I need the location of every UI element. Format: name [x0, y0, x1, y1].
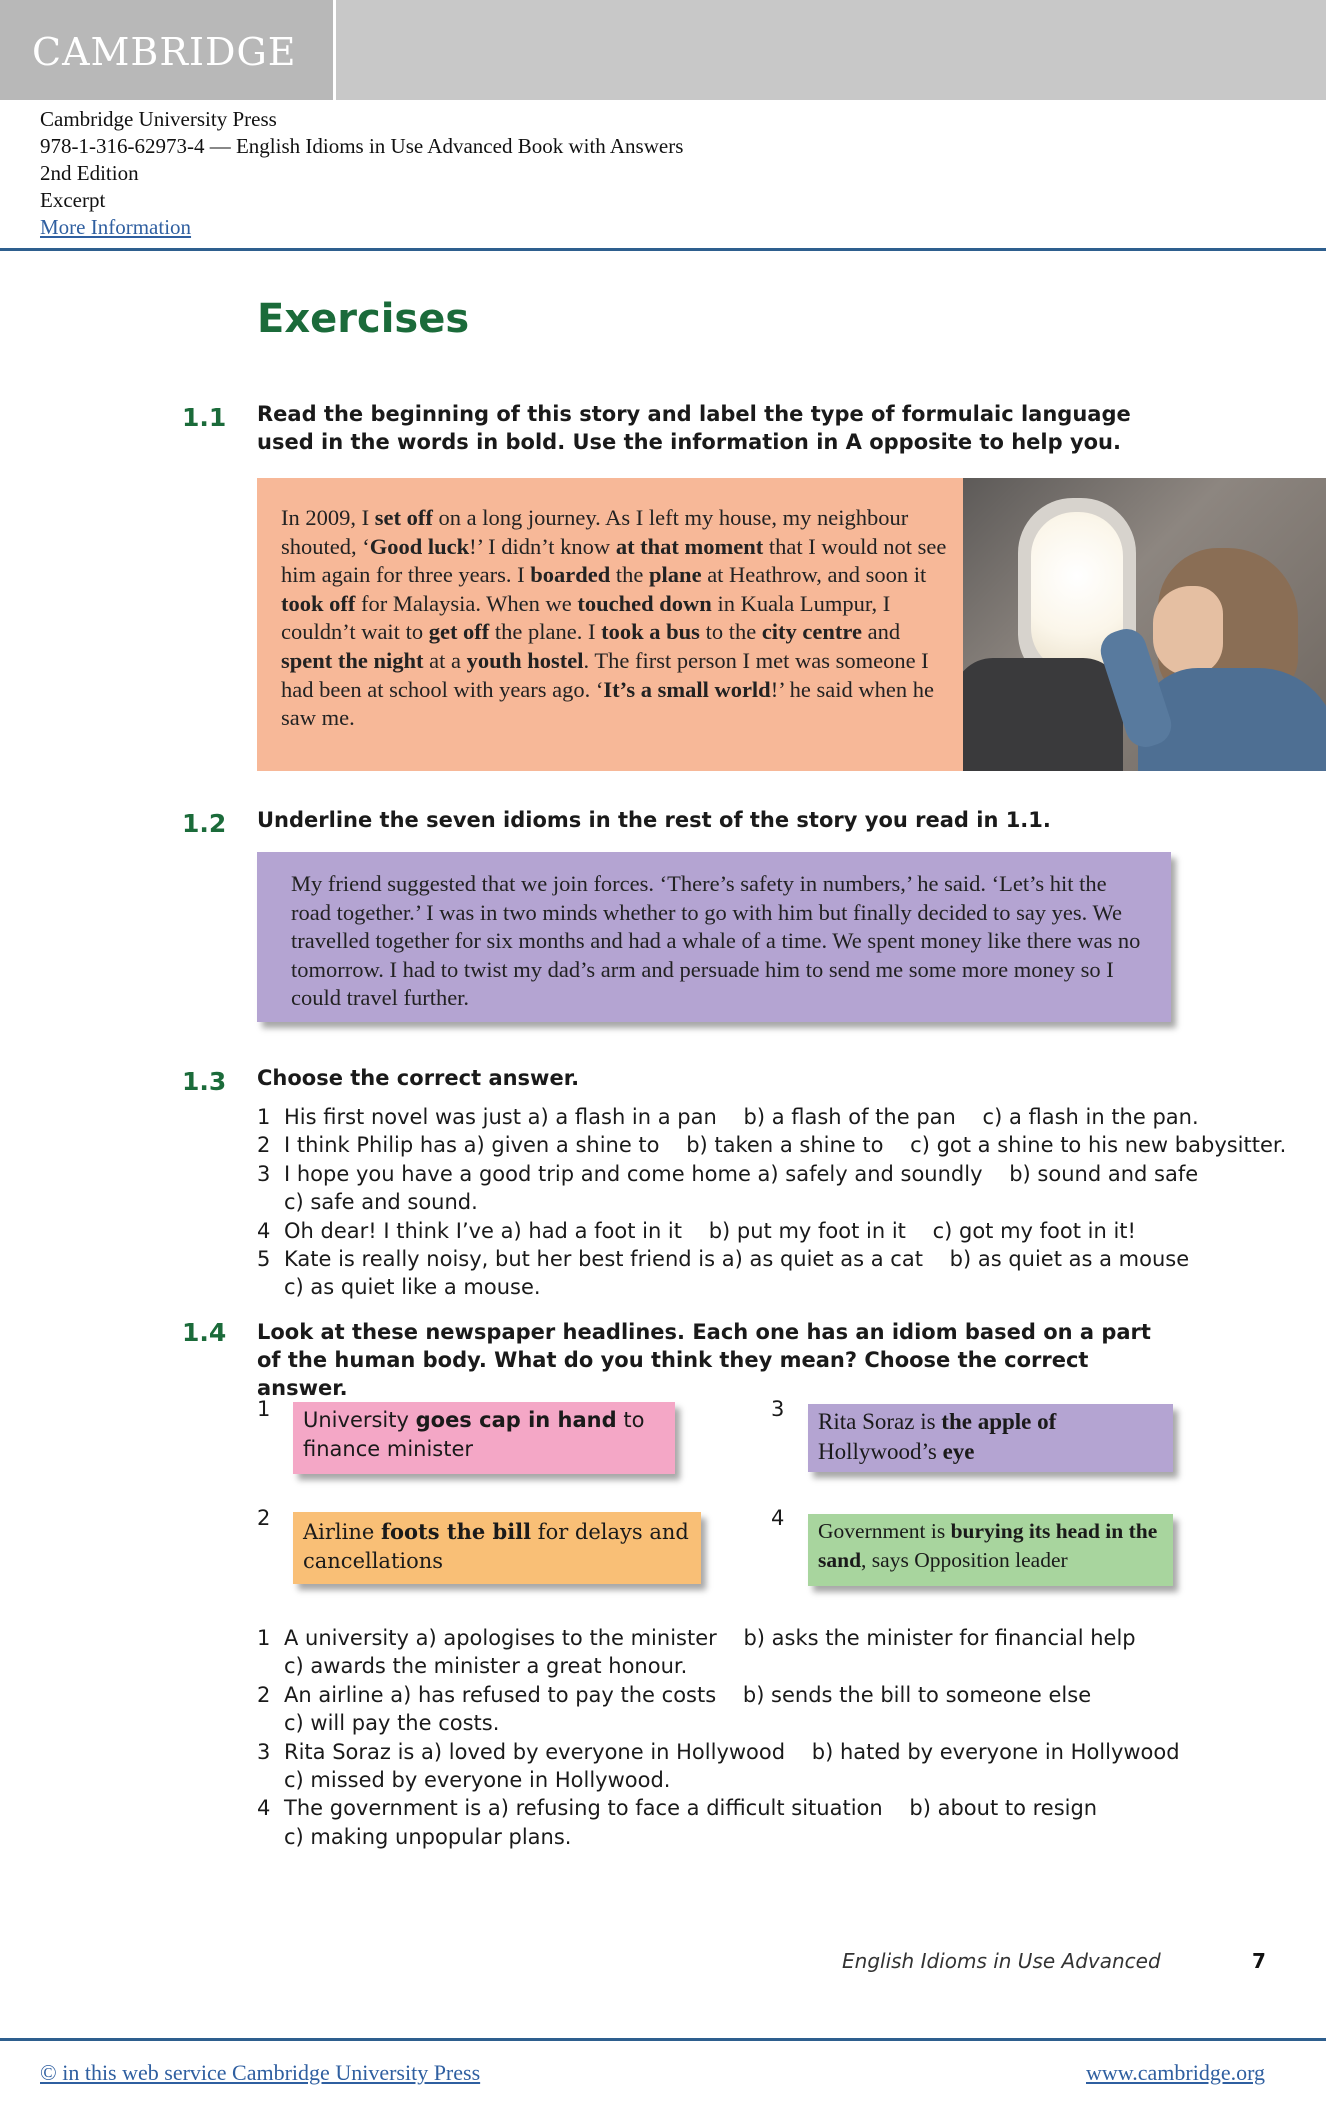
item-number: 3: [257, 1739, 271, 1764]
plane-seat: [963, 658, 1123, 771]
page-number: 7: [1252, 1949, 1266, 1973]
bold-phrase: Good luck: [369, 533, 470, 559]
list-item: [257, 1652, 1257, 1680]
headline-box-3: [808, 1404, 1173, 1472]
more-information-link[interactable]: More Information: [40, 215, 192, 239]
headline-number: 4: [771, 1506, 785, 1530]
excerpt-label: Excerpt: [40, 188, 106, 212]
item-text: c) missed by everyone in Hollywood.: [284, 1768, 671, 1793]
header-bar: [0, 0, 1326, 100]
headline-text: Airline foots the bill for delays and cancellations: [303, 1519, 689, 1573]
bold-phrase: It’s a small world: [603, 676, 771, 702]
item-text: c) making unpopular plans.: [284, 1824, 572, 1849]
list-item: [257, 1823, 1257, 1851]
item-text: Kate is really noisy, but her best friend is a) as quiet as a cat b) as quiet as a mouse: [284, 1247, 1190, 1272]
item-text: Oh dear! I think I’ve a) had a foot in it b) put my foot in it c) got my foot in it!: [284, 1218, 1136, 1243]
exercise-1-2-instruction: Underline the seven idioms in the rest of the story you read in 1.1.: [257, 808, 1051, 832]
bold-phrase: youth hostel: [466, 647, 584, 673]
list-item: [257, 1738, 1257, 1766]
item-text: His first novel was just a) a flash in a pan b) a flash of the pan c) a flash in the pan.: [284, 1105, 1199, 1129]
website-link[interactable]: www.cambridge.org: [1086, 2060, 1266, 2085]
airplane-window-photo: [963, 478, 1326, 771]
headline-box-1: [293, 1402, 675, 1474]
headline-number: 3: [771, 1397, 785, 1421]
footer-book-title: English Idioms in Use Advanced: [842, 1949, 1161, 1973]
exercise-number-1-2: 1.2: [182, 809, 227, 838]
bold-phrase: set off: [374, 505, 433, 530]
item-number: 1: [257, 1105, 271, 1129]
list-item: [257, 1188, 1257, 1216]
bold-phrase: touched down: [577, 590, 712, 616]
item-number: 2: [257, 1682, 271, 1707]
story-1-1-text: In 2009, I set off on a long journey. As I left my house, my neighbour shouted, ‘Good luck!’ I didn’t know at that moment that I would not see him again for three years. I boarded the plane at Heathrow, and soon it took off for Malaysia. When we touched down in Kuala Lumpur, I couldn’t wait to get off the plane. I took a bus to the city centre and spent the night at a youth hostel. The first person I met was someone I had been at school with years ago. ‘It’s a small world!’ he said when he saw me.: [281, 505, 947, 731]
headline-text: University goes cap in hand to finance minister: [303, 1408, 645, 1461]
bold-phrase: burying its head in the sand: [818, 1519, 1158, 1572]
list-item: [257, 1709, 1257, 1737]
exercise-1-4-list: [257, 1624, 1257, 1851]
list-item: [257, 1131, 1287, 1159]
item-number: 2: [257, 1133, 271, 1158]
exercise-1-3-list: [257, 1103, 1287, 1302]
bold-phrase: spent the night: [281, 647, 424, 673]
exercise-number-1-3: 1.3: [182, 1067, 227, 1096]
list-item: [257, 1217, 1257, 1245]
logo-text: CAMBRIDGE: [32, 30, 297, 74]
bold-phrase: plane: [649, 562, 702, 588]
document-meta: [40, 106, 683, 241]
copyright-link[interactable]: © in this web service Cambridge University Press: [40, 2060, 481, 2085]
item-number: 3: [257, 1161, 271, 1186]
exercise-number-1-4: 1.4: [182, 1318, 227, 1347]
item-number: 4: [257, 1218, 271, 1243]
bold-phrase: at that moment: [615, 533, 764, 559]
headline-box-4: [808, 1514, 1173, 1586]
exercise-1-3-instruction: Choose the correct answer.: [257, 1066, 580, 1090]
bold-phrase: eye: [942, 1439, 975, 1464]
bold-phrase: goes cap in hand: [415, 1408, 617, 1432]
exercise-1-1-instruction: Read the beginning of this story and label the type of formulaic language used in the words in bold. Use the information in A opposite to help you.: [257, 402, 1131, 454]
edition: 2nd Edition: [40, 161, 139, 185]
item-text: c) as quiet like a mouse.: [284, 1275, 541, 1300]
bold-phrase: took off: [281, 590, 356, 616]
publisher: Cambridge University Press: [40, 107, 277, 131]
list-item: [257, 1624, 1257, 1652]
bold-phrase: the apple of: [941, 1409, 1057, 1434]
isbn-title: 978-1-316-62973-4 — English Idioms in Use Advanced Book with Answers: [40, 134, 684, 158]
story-box-1-2: [257, 852, 1171, 1022]
headline-number: 2: [257, 1506, 271, 1530]
bold-phrase: get off: [428, 619, 490, 645]
headline-text: Government is burying its head in the sand, says Opposition leader: [818, 1519, 1158, 1572]
list-item: [257, 1245, 1257, 1273]
bold-phrase: took a bus: [601, 619, 700, 645]
exercise-number-1-1: 1.1: [182, 403, 227, 432]
footer-divider: [0, 2038, 1326, 2041]
item-number: 4: [257, 1796, 271, 1821]
passenger-face: [1153, 586, 1223, 676]
item-text: Rita Soraz is a) loved by everyone in Hollywood b) hated by everyone in Hollywood: [284, 1739, 1180, 1764]
item-text: I think Philip has a) given a shine to b) taken a shine to c) got a shine to his new babysitter.: [284, 1133, 1287, 1158]
item-text: The government is a) refusing to face a difficult situation b) about to resign: [284, 1796, 1098, 1821]
list-item: [257, 1103, 1257, 1131]
item-text: I hope you have a good trip and come home a) safely and soundly b) sound and safe: [284, 1161, 1199, 1186]
header-divider: [0, 248, 1326, 251]
story-1-2-text: My friend suggested that we join forces. ‘There’s safety in numbers,’ he said. ‘Let’s hit the road together.’ I was in two minds whether to go with him but finally decided to say yes. We travelled together for six months and had a whale of a time. We spent money like there was no tomorrow. I had to twist my dad’s arm and persuade him to send me some more money so I could travel further.: [291, 871, 1141, 1011]
item-text: An airline a) has refused to pay the costs b) sends the bill to someone else: [284, 1682, 1092, 1707]
list-item: [257, 1794, 1257, 1822]
item-number: 5: [257, 1247, 271, 1272]
item-text: c) awards the minister a great honour.: [284, 1654, 688, 1679]
item-text: c) will pay the costs.: [284, 1711, 500, 1736]
bold-phrase: boarded: [530, 562, 611, 588]
list-item: [257, 1681, 1257, 1709]
story-box-1-1: [257, 478, 963, 771]
exercise-1-4-instruction: Look at these newspaper headlines. Each one has an idiom based on a part of the human body. What do you think they mean? Choose the correct answer.: [257, 1320, 1151, 1400]
headline-number: 1: [257, 1397, 271, 1421]
list-item: [257, 1766, 1257, 1794]
headline-box-2: [293, 1512, 701, 1584]
item-text: A university a) apologises to the minister b) asks the minister for financial help: [284, 1626, 1136, 1650]
cambridge-logo: [0, 0, 336, 100]
item-number: 1: [257, 1626, 271, 1650]
item-text: c) safe and sound.: [284, 1190, 478, 1215]
list-item: [257, 1160, 1257, 1188]
list-item: [257, 1273, 1257, 1301]
bold-phrase: foots the bill: [380, 1519, 532, 1544]
page-title: Exercises: [257, 296, 470, 342]
headline-text: Rita Soraz is the apple of Hollywood’s eye: [818, 1409, 1057, 1464]
bold-phrase: city centre: [761, 619, 862, 645]
